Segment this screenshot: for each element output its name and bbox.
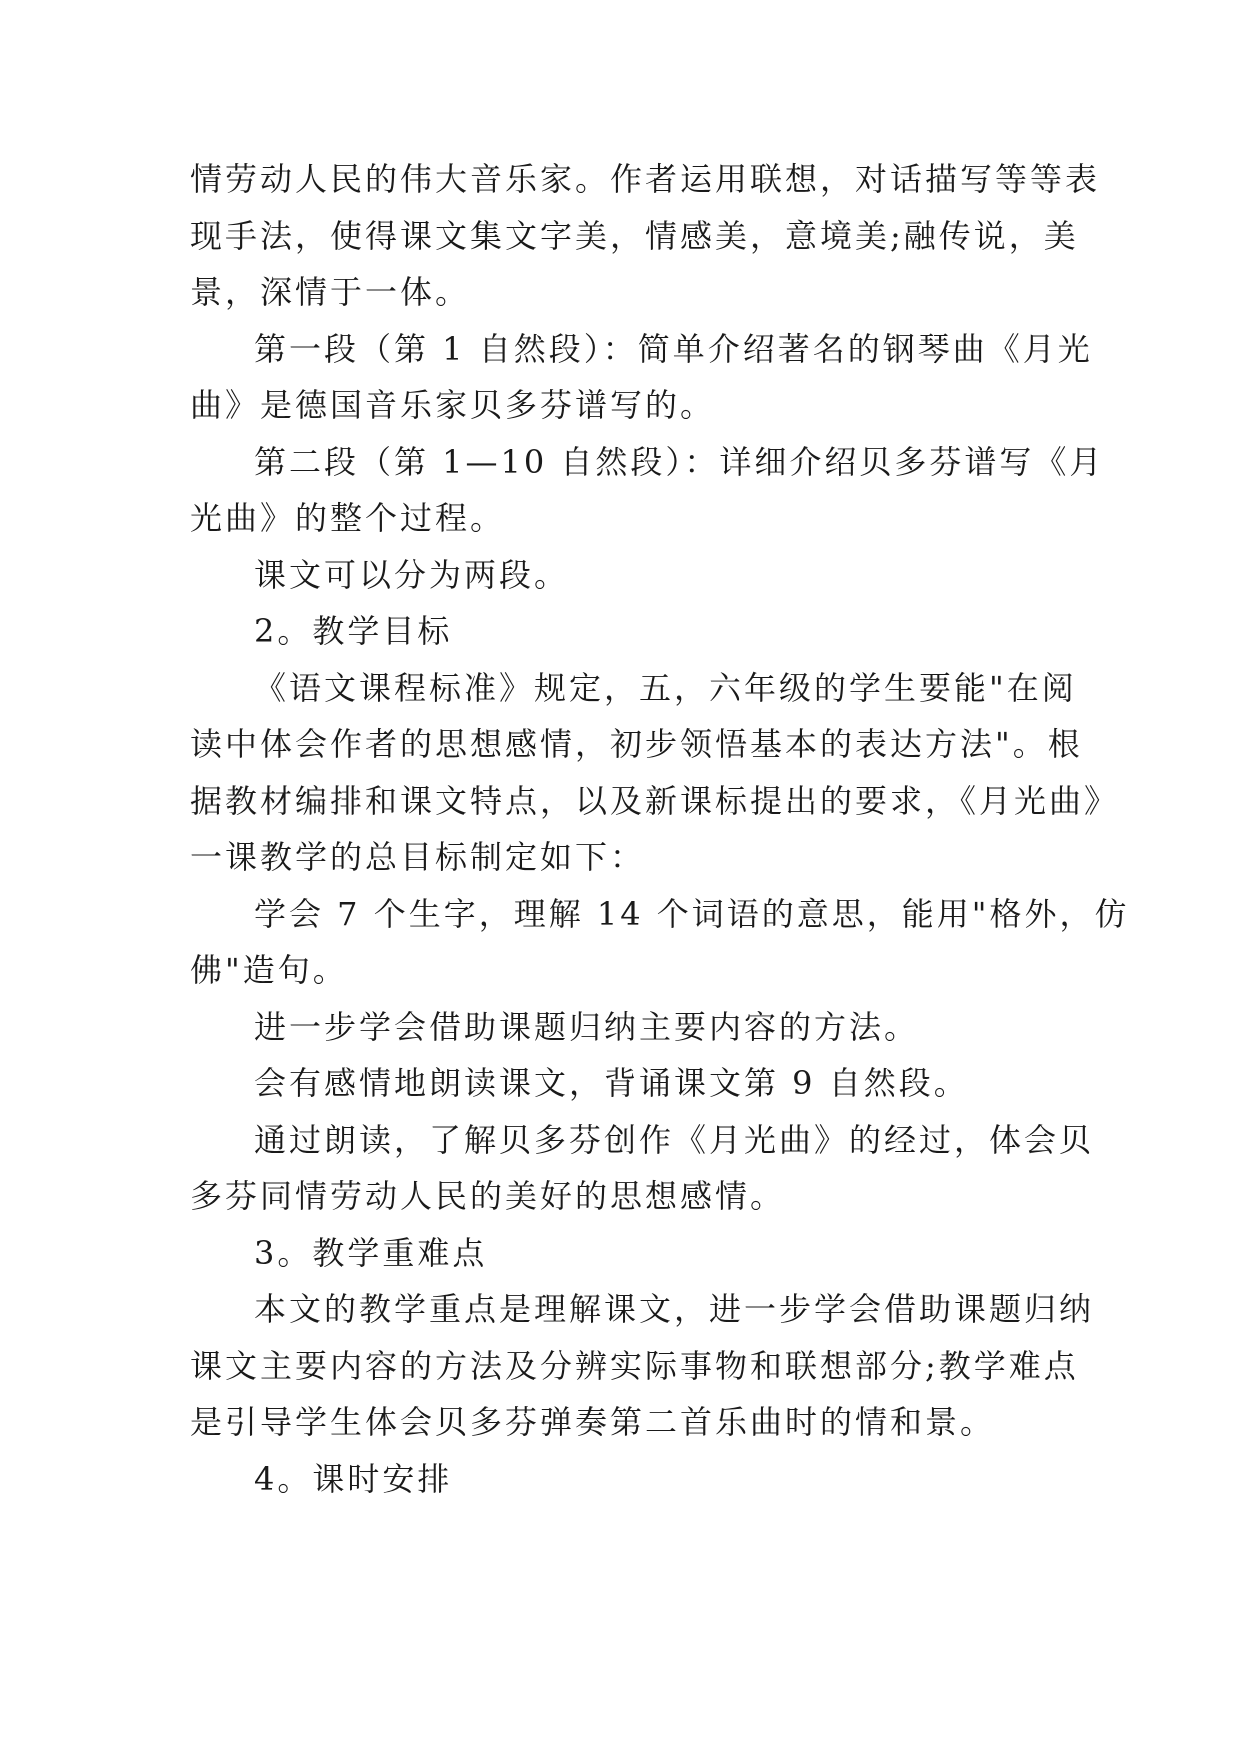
text-line: 情劳动人民的伟大音乐家。作者运用联想，对话描写等等表 xyxy=(190,160,1101,198)
paragraph-key-points xyxy=(190,1281,1095,1451)
heading-teaching-goals xyxy=(190,603,1070,660)
text-line: 曲》是德国音乐家贝多芬谱写的。 xyxy=(190,386,716,424)
goal-item-summarize xyxy=(190,999,1070,1056)
section-heading: 4。课时安排 xyxy=(254,1459,453,1498)
text-line: 课文主要内容的方法及分辨实际事物和联想部分;教学难点 xyxy=(190,1346,1079,1385)
text-line: 学会 7 个生字，理解 14 个词语的意思，能用"格外，仿 xyxy=(254,894,1130,933)
text-line: 现手法，使得课文集文字美，情感美，意境美;融传说，美 xyxy=(190,216,1079,255)
text-line: 景，深情于一体。 xyxy=(190,273,471,311)
text-line: 课文可以分为两段。 xyxy=(254,555,570,594)
text-line: 光曲》的整个过程。 xyxy=(190,499,506,537)
section-heading: 3。教学重难点 xyxy=(254,1233,488,1272)
goal-item-characters xyxy=(190,886,1130,999)
paragraph-section-two xyxy=(190,434,1105,547)
text-line: 读中体会作者的思想感情，初步领悟基本的表达方法"。根 xyxy=(190,725,1083,763)
text-line: 通过朗读，了解贝多芬创作《月光曲》的经过，体会贝 xyxy=(254,1120,1095,1159)
text-line: 会有感情地朗读课文，背诵课文第 9 自然段。 xyxy=(254,1064,969,1102)
paragraph-curriculum-standard xyxy=(190,660,1120,886)
text-line: 佛"造句。 xyxy=(190,951,348,989)
text-line: 一课教学的总目标制定如下： xyxy=(190,838,646,876)
document-body xyxy=(190,151,1130,1507)
goal-item-understand xyxy=(190,1112,1095,1225)
text-line: 第一段（第 1 自然段）：简单介绍著名的钢琴曲《月光 xyxy=(254,329,1093,368)
section-heading: 2。教学目标 xyxy=(254,612,453,650)
text-line: 《语文课程标准》规定，五，六年级的学生要能"在阅 xyxy=(254,668,1077,707)
paragraph-intro-continuation xyxy=(190,151,1101,321)
text-line: 多芬同情劳动人民的美好的思想感情。 xyxy=(190,1177,786,1215)
heading-class-schedule xyxy=(190,1451,1070,1508)
heading-key-difficult-points xyxy=(190,1225,1070,1282)
paragraph-two-sections xyxy=(190,547,1070,604)
text-line: 进一步学会借助课题归纳主要内容的方法。 xyxy=(254,1007,920,1046)
goal-item-recite xyxy=(190,1055,1070,1112)
text-line: 是引导学生体会贝多芬弹奏第二首乐曲时的情和景。 xyxy=(190,1403,996,1441)
text-line: 据教材编排和课文特点，以及新课标提出的要求，《月光曲》 xyxy=(190,781,1120,820)
text-line: 第二段（第 1—10 自然段）：详细介绍贝多芬谱写《月 xyxy=(254,442,1105,481)
paragraph-section-one xyxy=(190,321,1093,434)
text-line: 本文的教学重点是理解课文，进一步学会借助课题归纳 xyxy=(254,1290,1095,1328)
